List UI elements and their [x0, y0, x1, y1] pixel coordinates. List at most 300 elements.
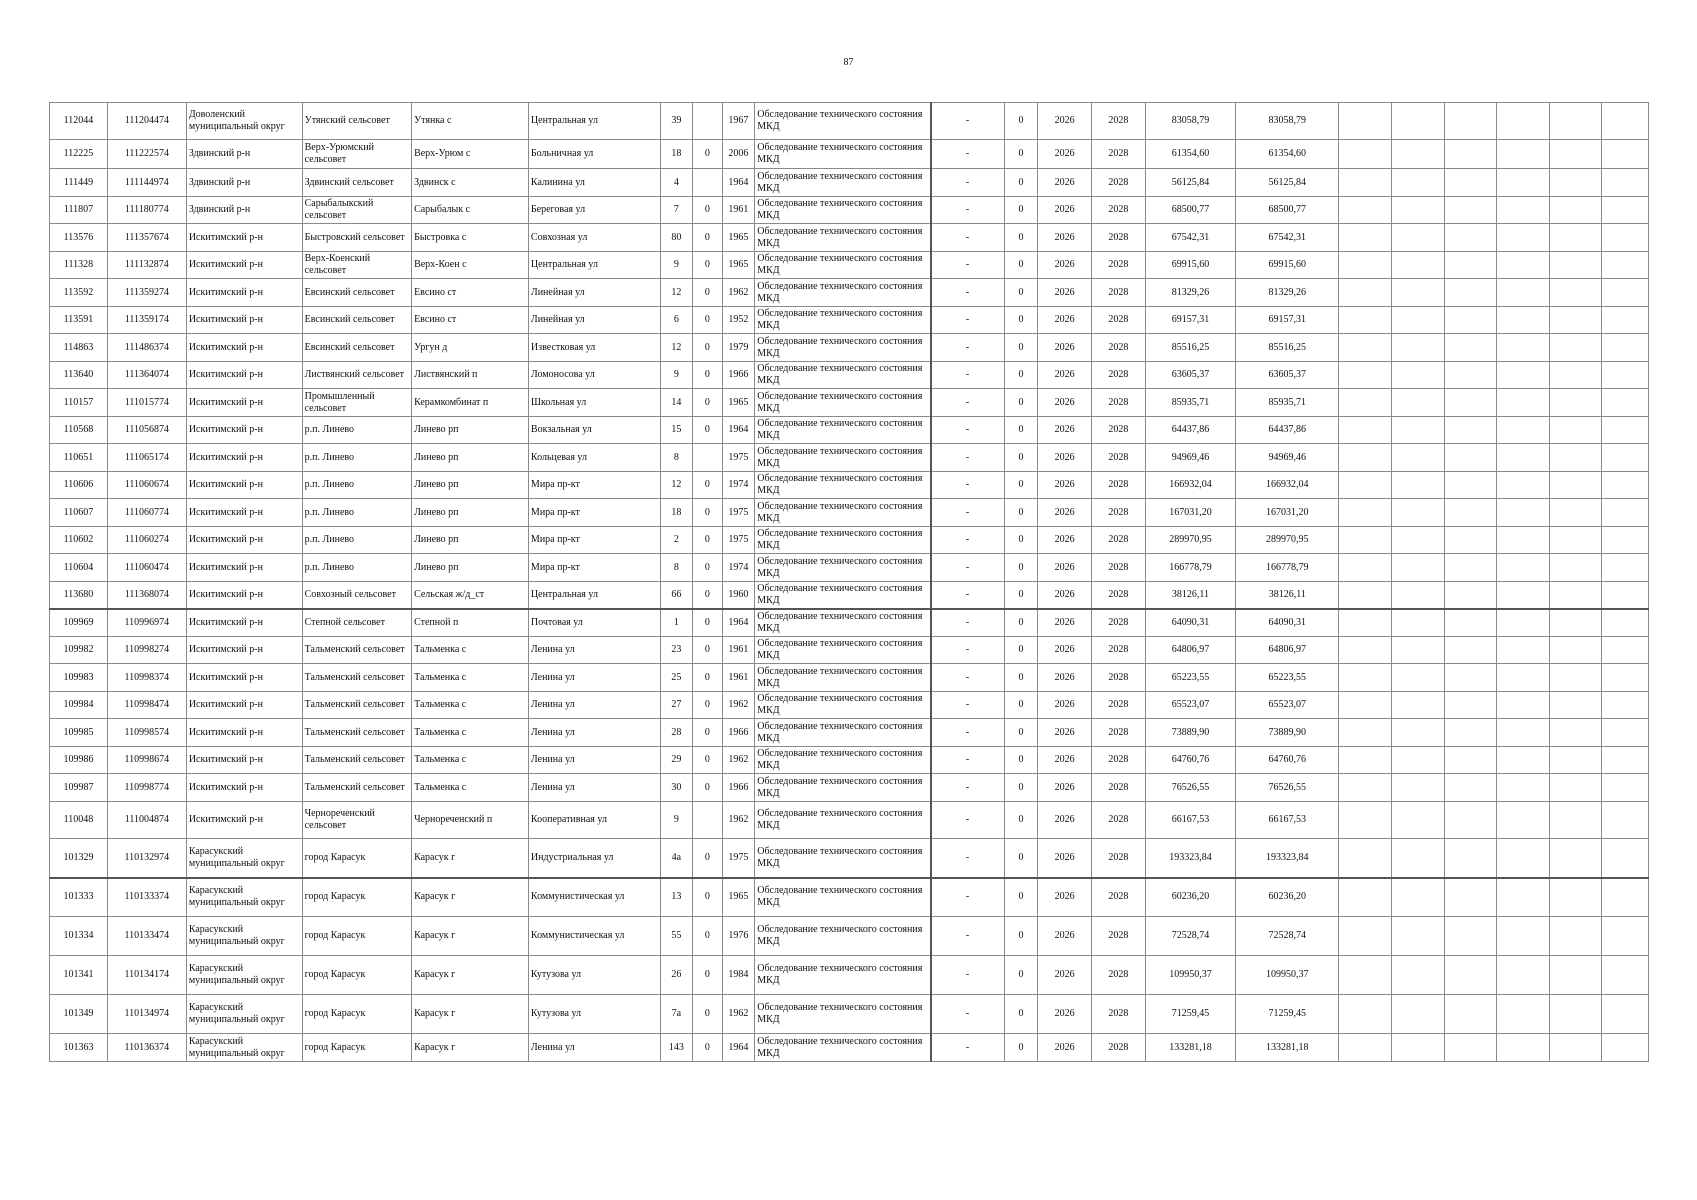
row-empty-cell: [1339, 802, 1392, 839]
row-empty-cell: [1391, 103, 1444, 140]
row-dash: -: [931, 609, 1005, 637]
row-district: Искитимский р-н: [186, 279, 302, 307]
row-code: 110134974: [107, 995, 186, 1034]
row-house-number: 4а: [660, 839, 693, 878]
row-settlement: Тальменский сельсовет: [302, 637, 411, 664]
row-id: 111449: [50, 169, 108, 197]
table-row: [50, 719, 1649, 747]
row-year-start: 2026: [1038, 839, 1092, 878]
row-empty-cell: [1602, 252, 1649, 279]
row-year: 1965: [722, 878, 755, 917]
row-empty-cell: [1497, 637, 1550, 664]
row-year-start: 2026: [1038, 197, 1092, 224]
row-total: 63605,37: [1236, 362, 1339, 389]
row-total: 85935,71: [1236, 389, 1339, 417]
row-empty-cell: [1339, 692, 1392, 719]
row-code: 110998274: [107, 637, 186, 664]
row-id: 101349: [50, 995, 108, 1034]
row-total: 71259,45: [1236, 995, 1339, 1034]
row-year: 1965: [722, 389, 755, 417]
row-empty-cell: [1444, 609, 1497, 637]
table-row: [50, 802, 1649, 839]
row-empty-cell: [1391, 1034, 1444, 1062]
row-empty-cell: [1602, 527, 1649, 554]
row-work-type: Обследование технического состояния МКД: [755, 609, 931, 637]
table-row: [50, 362, 1649, 389]
row-street: Калинина ул: [528, 169, 660, 197]
row-settlement: Здвинский сельсовет: [302, 169, 411, 197]
row-settlement: Верх-Урюмский сельсовет: [302, 140, 411, 169]
row-cost: 83058,79: [1145, 103, 1236, 140]
row-house-number: 80: [660, 224, 693, 252]
row-empty-cell: [1549, 719, 1602, 747]
row-locality: Тальменка с: [412, 664, 529, 692]
row-empty-cell: [1602, 956, 1649, 995]
row-empty-cell: [1602, 103, 1649, 140]
row-code: 111060774: [107, 499, 186, 527]
row-empty-cell: [1444, 444, 1497, 472]
table-row: [50, 252, 1649, 279]
row-total: 69157,31: [1236, 307, 1339, 334]
row-code: 111364074: [107, 362, 186, 389]
row-empty-cell: [1391, 307, 1444, 334]
row-year: 1962: [722, 802, 755, 839]
row-house-number: 66: [660, 582, 693, 609]
row-flag: 0: [693, 878, 722, 917]
row-year: 1962: [722, 995, 755, 1034]
row-empty-cell: [1602, 995, 1649, 1034]
row-street: Кооперативная ул: [528, 802, 660, 839]
row-empty-cell: [1602, 637, 1649, 664]
row-empty-cell: [1549, 802, 1602, 839]
row-locality: Евсино ст: [412, 307, 529, 334]
row-cost: 64760,76: [1145, 747, 1236, 774]
row-empty-cell: [1602, 582, 1649, 609]
row-empty-cell: [1391, 472, 1444, 499]
row-settlement: город Карасук: [302, 1034, 411, 1062]
row-year: 1964: [722, 1034, 755, 1062]
row-empty-cell: [1391, 747, 1444, 774]
row-flag: [693, 103, 722, 140]
row-year: 1974: [722, 554, 755, 582]
row-year: 1964: [722, 169, 755, 197]
row-year-end: 2028: [1092, 554, 1146, 582]
row-zero: 0: [1004, 389, 1038, 417]
row-settlement: Утянский сельсовет: [302, 103, 411, 140]
row-year-end: 2028: [1092, 334, 1146, 362]
row-street: Ленина ул: [528, 692, 660, 719]
row-empty-cell: [1497, 472, 1550, 499]
table-row: [50, 995, 1649, 1034]
row-zero: 0: [1004, 362, 1038, 389]
row-settlement: город Карасук: [302, 878, 411, 917]
row-year-start: 2026: [1038, 472, 1092, 499]
row-empty-cell: [1444, 499, 1497, 527]
row-year-start: 2026: [1038, 169, 1092, 197]
row-dash: -: [931, 802, 1005, 839]
row-empty-cell: [1549, 527, 1602, 554]
row-year: 1962: [722, 747, 755, 774]
row-dash: -: [931, 878, 1005, 917]
row-locality: Верх-Коен с: [412, 252, 529, 279]
row-total: 167031,20: [1236, 499, 1339, 527]
row-work-type: Обследование технического состояния МКД: [755, 1034, 931, 1062]
row-empty-cell: [1444, 995, 1497, 1034]
row-year-end: 2028: [1092, 956, 1146, 995]
row-empty-cell: [1602, 197, 1649, 224]
row-year: 1979: [722, 334, 755, 362]
row-flag: 0: [693, 527, 722, 554]
row-street: Ломоносова ул: [528, 362, 660, 389]
row-id: 113591: [50, 307, 108, 334]
row-locality: Сарыбалык с: [412, 197, 529, 224]
row-year: 1966: [722, 719, 755, 747]
row-street: Почтовая ул: [528, 609, 660, 637]
table-row: [50, 140, 1649, 169]
row-year: 1966: [722, 362, 755, 389]
row-year-end: 2028: [1092, 417, 1146, 444]
row-flag: [693, 169, 722, 197]
row-house-number: 27: [660, 692, 693, 719]
row-year-start: 2026: [1038, 334, 1092, 362]
row-year-end: 2028: [1092, 719, 1146, 747]
row-locality: Ургун д: [412, 334, 529, 362]
row-work-type: Обследование технического состояния МКД: [755, 956, 931, 995]
row-district: Здвинский р-н: [186, 197, 302, 224]
row-empty-cell: [1549, 692, 1602, 719]
table-row: [50, 444, 1649, 472]
row-house-number: 4: [660, 169, 693, 197]
row-year: 1962: [722, 279, 755, 307]
row-code: 111132874: [107, 252, 186, 279]
row-work-type: Обследование технического состояния МКД: [755, 389, 931, 417]
row-year: 1962: [722, 692, 755, 719]
row-district: Искитимский р-н: [186, 444, 302, 472]
row-settlement: Тальменский сельсовет: [302, 664, 411, 692]
row-cost: 166932,04: [1145, 472, 1236, 499]
table-row: [50, 389, 1649, 417]
row-street: Кутузова ул: [528, 956, 660, 995]
row-year-end: 2028: [1092, 582, 1146, 609]
row-year-start: 2026: [1038, 692, 1092, 719]
row-flag: 0: [693, 554, 722, 582]
row-zero: 0: [1004, 279, 1038, 307]
row-empty-cell: [1391, 917, 1444, 956]
row-year-start: 2026: [1038, 664, 1092, 692]
row-code: 110133374: [107, 878, 186, 917]
row-code: 111359174: [107, 307, 186, 334]
row-year-start: 2026: [1038, 279, 1092, 307]
row-total: 65223,55: [1236, 664, 1339, 692]
row-empty-cell: [1339, 527, 1392, 554]
table-row: [50, 664, 1649, 692]
row-year: 1966: [722, 774, 755, 802]
row-zero: 0: [1004, 747, 1038, 774]
row-empty-cell: [1497, 197, 1550, 224]
row-code: 110136374: [107, 1034, 186, 1062]
row-empty-cell: [1444, 774, 1497, 802]
row-flag: 0: [693, 279, 722, 307]
page-number: 87: [843, 57, 854, 68]
row-empty-cell: [1339, 140, 1392, 169]
row-empty-cell: [1549, 334, 1602, 362]
row-empty-cell: [1339, 444, 1392, 472]
row-cost: 66167,53: [1145, 802, 1236, 839]
row-id: 110651: [50, 444, 108, 472]
row-year-end: 2028: [1092, 252, 1146, 279]
row-year: 1984: [722, 956, 755, 995]
row-code: 111144974: [107, 169, 186, 197]
row-dash: -: [931, 527, 1005, 554]
row-street: Мира пр-кт: [528, 499, 660, 527]
row-settlement: город Карасук: [302, 956, 411, 995]
row-zero: 0: [1004, 417, 1038, 444]
table-row: [50, 1034, 1649, 1062]
row-id: 110604: [50, 554, 108, 582]
row-street: Кутузова ул: [528, 995, 660, 1034]
row-empty-cell: [1602, 499, 1649, 527]
row-locality: Тальменка с: [412, 774, 529, 802]
row-district: Искитимский р-н: [186, 389, 302, 417]
row-empty-cell: [1391, 839, 1444, 878]
row-empty-cell: [1444, 140, 1497, 169]
row-year-start: 2026: [1038, 554, 1092, 582]
row-empty-cell: [1602, 444, 1649, 472]
row-locality: Сельская ж/д_ст: [412, 582, 529, 609]
row-locality: Тальменка с: [412, 747, 529, 774]
row-zero: 0: [1004, 444, 1038, 472]
row-house-number: 15: [660, 417, 693, 444]
row-id: 113592: [50, 279, 108, 307]
row-dash: -: [931, 1034, 1005, 1062]
table-row: [50, 103, 1649, 140]
row-flag: 0: [693, 774, 722, 802]
row-empty-cell: [1444, 527, 1497, 554]
row-empty-cell: [1339, 169, 1392, 197]
row-house-number: 6: [660, 307, 693, 334]
row-empty-cell: [1391, 554, 1444, 582]
table-row: [50, 692, 1649, 719]
row-dash: -: [931, 554, 1005, 582]
row-locality: Линево рп: [412, 499, 529, 527]
row-empty-cell: [1549, 664, 1602, 692]
row-cost: 64090,31: [1145, 609, 1236, 637]
row-house-number: 30: [660, 774, 693, 802]
row-year-start: 2026: [1038, 995, 1092, 1034]
row-locality: Быстровка с: [412, 224, 529, 252]
row-flag: 0: [693, 995, 722, 1034]
row-empty-cell: [1497, 774, 1550, 802]
row-empty-cell: [1444, 582, 1497, 609]
row-street: Индустриальная ул: [528, 839, 660, 878]
row-street: Береговая ул: [528, 197, 660, 224]
row-settlement: Сарыбалыкский сельсовет: [302, 197, 411, 224]
row-year: 1961: [722, 637, 755, 664]
row-empty-cell: [1602, 802, 1649, 839]
row-zero: 0: [1004, 334, 1038, 362]
row-zero: 0: [1004, 307, 1038, 334]
row-year-end: 2028: [1092, 637, 1146, 664]
row-year-start: 2026: [1038, 802, 1092, 839]
row-zero: 0: [1004, 637, 1038, 664]
row-locality: Линево рп: [412, 417, 529, 444]
row-district: Карасукский муниципальный округ: [186, 878, 302, 917]
row-total: 81329,26: [1236, 279, 1339, 307]
row-empty-cell: [1497, 609, 1550, 637]
row-year-start: 2026: [1038, 362, 1092, 389]
row-empty-cell: [1497, 140, 1550, 169]
row-street: Больничная ул: [528, 140, 660, 169]
row-empty-cell: [1549, 103, 1602, 140]
document-table-wrapper: [49, 102, 1649, 1062]
row-empty-cell: [1391, 389, 1444, 417]
row-empty-cell: [1391, 252, 1444, 279]
row-cost: 69915,60: [1145, 252, 1236, 279]
row-year-end: 2028: [1092, 917, 1146, 956]
row-dash: -: [931, 917, 1005, 956]
row-id: 101363: [50, 1034, 108, 1062]
row-locality: Карасук г: [412, 995, 529, 1034]
row-dash: -: [931, 582, 1005, 609]
table-row: [50, 956, 1649, 995]
row-year-end: 2028: [1092, 307, 1146, 334]
row-locality: Линево рп: [412, 444, 529, 472]
row-work-type: Обследование технического состояния МКД: [755, 279, 931, 307]
row-empty-cell: [1497, 499, 1550, 527]
row-zero: 0: [1004, 554, 1038, 582]
row-district: Искитимский р-н: [186, 637, 302, 664]
row-dash: -: [931, 472, 1005, 499]
row-id: 110568: [50, 417, 108, 444]
row-total: 64760,76: [1236, 747, 1339, 774]
row-empty-cell: [1391, 637, 1444, 664]
row-settlement: Промышленный сельсовет: [302, 389, 411, 417]
row-year-end: 2028: [1092, 527, 1146, 554]
row-locality: Линево рп: [412, 472, 529, 499]
row-locality: Утянка с: [412, 103, 529, 140]
table-row: [50, 747, 1649, 774]
row-total: 56125,84: [1236, 169, 1339, 197]
row-work-type: Обследование технического состояния МКД: [755, 444, 931, 472]
row-house-number: 8: [660, 444, 693, 472]
row-year-end: 2028: [1092, 103, 1146, 140]
row-year-end: 2028: [1092, 499, 1146, 527]
row-zero: 0: [1004, 527, 1038, 554]
table-row: [50, 472, 1649, 499]
row-empty-cell: [1602, 169, 1649, 197]
row-code: 110998574: [107, 719, 186, 747]
row-code: 111222574: [107, 140, 186, 169]
row-settlement: Тальменский сельсовет: [302, 747, 411, 774]
row-year: 1961: [722, 664, 755, 692]
row-code: 110134174: [107, 956, 186, 995]
row-empty-cell: [1602, 692, 1649, 719]
row-empty-cell: [1339, 197, 1392, 224]
row-house-number: 8: [660, 554, 693, 582]
row-zero: 0: [1004, 103, 1038, 140]
row-empty-cell: [1602, 664, 1649, 692]
table-row: [50, 334, 1649, 362]
row-street: Ленина ул: [528, 664, 660, 692]
row-empty-cell: [1497, 389, 1550, 417]
row-empty-cell: [1339, 956, 1392, 995]
row-year-end: 2028: [1092, 140, 1146, 169]
row-year-start: 2026: [1038, 609, 1092, 637]
row-settlement: Совхозный сельсовет: [302, 582, 411, 609]
row-empty-cell: [1444, 692, 1497, 719]
row-house-number: 2: [660, 527, 693, 554]
row-year: 1974: [722, 472, 755, 499]
row-empty-cell: [1602, 417, 1649, 444]
row-year-end: 2028: [1092, 878, 1146, 917]
row-empty-cell: [1549, 499, 1602, 527]
table-row: [50, 279, 1649, 307]
row-total: 85516,25: [1236, 334, 1339, 362]
row-zero: 0: [1004, 1034, 1038, 1062]
row-empty-cell: [1444, 279, 1497, 307]
table-row: [50, 774, 1649, 802]
row-street: Ленина ул: [528, 719, 660, 747]
row-cost: 81329,26: [1145, 279, 1236, 307]
row-dash: -: [931, 334, 1005, 362]
row-empty-cell: [1444, 839, 1497, 878]
row-locality: Тальменка с: [412, 692, 529, 719]
row-zero: 0: [1004, 224, 1038, 252]
row-cost: 68500,77: [1145, 197, 1236, 224]
row-district: Карасукский муниципальный округ: [186, 1034, 302, 1062]
row-empty-cell: [1497, 747, 1550, 774]
row-empty-cell: [1497, 307, 1550, 334]
row-empty-cell: [1391, 417, 1444, 444]
row-code: 111204474: [107, 103, 186, 140]
row-district: Карасукский муниципальный округ: [186, 917, 302, 956]
row-empty-cell: [1339, 664, 1392, 692]
row-empty-cell: [1497, 582, 1550, 609]
row-empty-cell: [1444, 637, 1497, 664]
row-empty-cell: [1391, 956, 1444, 995]
row-year: 1976: [722, 917, 755, 956]
row-total: 94969,46: [1236, 444, 1339, 472]
row-house-number: 1: [660, 609, 693, 637]
row-empty-cell: [1444, 362, 1497, 389]
row-dash: -: [931, 747, 1005, 774]
row-locality: Линево рп: [412, 527, 529, 554]
table-row: [50, 417, 1649, 444]
row-cost: 166778,79: [1145, 554, 1236, 582]
row-id: 109987: [50, 774, 108, 802]
row-flag: 0: [693, 917, 722, 956]
row-code: 111065174: [107, 444, 186, 472]
row-empty-cell: [1602, 140, 1649, 169]
row-dash: -: [931, 417, 1005, 444]
row-dash: -: [931, 774, 1005, 802]
row-total: 60236,20: [1236, 878, 1339, 917]
row-id: 109984: [50, 692, 108, 719]
row-zero: 0: [1004, 252, 1038, 279]
row-empty-cell: [1391, 802, 1444, 839]
row-cost: 133281,18: [1145, 1034, 1236, 1062]
row-district: Карасукский муниципальный округ: [186, 839, 302, 878]
row-empty-cell: [1444, 1034, 1497, 1062]
row-year-start: 2026: [1038, 140, 1092, 169]
row-code: 111060274: [107, 527, 186, 554]
row-district: Карасукский муниципальный округ: [186, 995, 302, 1034]
row-district: Искитимский р-н: [186, 224, 302, 252]
row-dash: -: [931, 362, 1005, 389]
row-work-type: Обследование технического состояния МКД: [755, 417, 931, 444]
row-empty-cell: [1444, 719, 1497, 747]
row-empty-cell: [1391, 719, 1444, 747]
